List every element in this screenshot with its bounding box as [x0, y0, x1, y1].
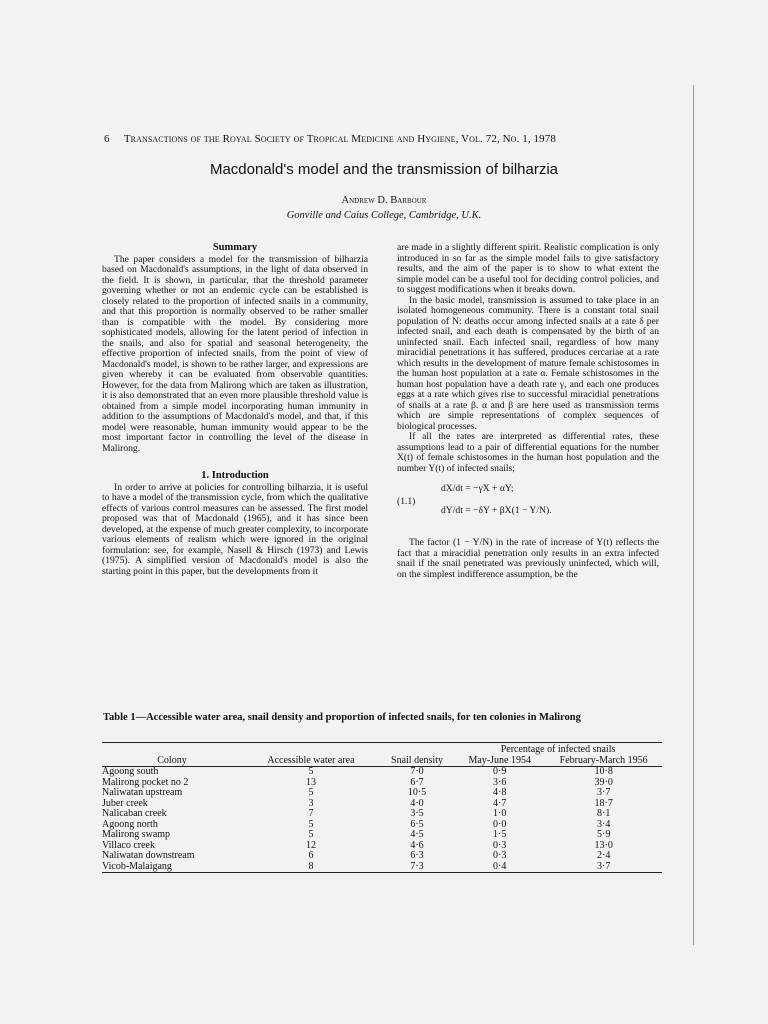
colony-cell: Villaco creek [102, 839, 155, 851]
table-row [102, 851, 662, 862]
colony-cell: Juber creek [102, 797, 148, 809]
value-cell: 3·6 [493, 776, 507, 788]
table-body [102, 767, 662, 873]
data-table [102, 742, 662, 873]
table-row [102, 778, 662, 789]
colony-cell: Malirong pocket no 2 [102, 776, 189, 788]
value-cell: 10·8 [545, 767, 662, 778]
value-cell: 6·5 [410, 818, 424, 830]
equation-1: dX/dt = −γX + αY; [441, 483, 514, 494]
table-row [102, 788, 662, 799]
colony-cell: Naliwatan downstream [102, 850, 195, 861]
right-paragraph-2: In the basic model, transmission is assumed to take place in an isolated homogeneous community. There is a constant total snail population of N: deaths occur among infected snails at a rate δ per infected snail, and each death is compensated by the birth of an uninfected snail. Each infected snail, regardless of how many miracidial penetrations it has suffered, produces cercariae at a rate which results in the development of mature female schistosomes in the human host population at a rate α. Female schistosomes in the human host population have a death rate γ, and each one produces eggs at a rate which gives rise to successful miracidial penetrations of snails at a rate β. α and β are here used as transmission terms which are simple representations of complex sequences of biological processes. [397, 294, 659, 432]
value-cell: 5 [242, 767, 380, 778]
value-cell: 7·0 [380, 767, 454, 778]
value-cell: 13·0 [594, 839, 613, 851]
value-cell: 2·4 [596, 850, 611, 861]
colony-cell: Malirong swamp [102, 829, 171, 840]
value-cell: 1·0 [493, 808, 507, 819]
table-row [102, 799, 662, 810]
value-cell: 39·0 [594, 776, 613, 788]
value-cell: 13 [305, 776, 316, 788]
value-cell: 0·3 [493, 839, 507, 851]
article-title: Macdonald's model and the transmission of bilharzia [209, 161, 559, 178]
table-row [102, 767, 662, 778]
value-cell: 6·7 [410, 776, 424, 788]
summary-heading: Summary [212, 242, 258, 253]
colony-cell: Nalicaban creek [102, 808, 167, 819]
value-cell: 6·3 [410, 850, 424, 861]
table-caption: Table 1—Accessible water area, snail density and proportion of infected snails, for ten colonies in Malirong [103, 712, 581, 723]
value-cell: 4·0 [410, 797, 424, 809]
value-cell: 6 [308, 850, 314, 861]
value-cell: 18·7 [594, 797, 613, 809]
value-cell: 12 [305, 839, 316, 851]
value-cell: 5 [308, 818, 314, 830]
value-cell: 0·3 [493, 850, 507, 861]
value-cell: 7 [308, 808, 314, 819]
running-header [104, 133, 664, 145]
introduction-heading: 1. Introduction [201, 470, 269, 481]
introduction-text: In order to arrive at policies for controlling bilharzia, it is useful to have a model of the transmission cycle, from which the qualitative effects of various control measures can be assessed. The first model proposed was that of Macdonald (1965), and it has since been developed, at the expense of much greater complexity, to incorporate various elements of realism which were ignored in the original formulation: see, for example, Nasell & Hirsch (1973) and Lewis (1975). A simplified version of Macdonald's model is also the starting point in this paper, but the developments from it [102, 481, 368, 577]
equation-block [397, 482, 659, 528]
equation-number: (1.1) [397, 496, 416, 507]
author: Andrew D. Barbour [341, 195, 427, 206]
value-cell: 4·8 [493, 787, 507, 798]
column-header: Snail density [391, 754, 443, 766]
value-cell: 3 [308, 797, 314, 809]
column-header: Accessible water area [267, 754, 355, 766]
value-cell: 0·9 [454, 767, 545, 778]
table-row [102, 809, 662, 820]
right-column [397, 243, 659, 580]
column-header: February-March 1956 [559, 754, 648, 766]
journal-name: Transactions of the Royal Society of Tropical Medicine and Hygiene, Vol. 72, No. 1, 1978 [123, 133, 556, 145]
value-cell: 3·7 [596, 787, 611, 798]
colony-cell: Agoong north [102, 818, 158, 830]
value-cell: 5 [308, 787, 314, 798]
value-cell: 4·6 [410, 839, 424, 851]
value-cell: 0·4 [454, 862, 545, 873]
value-cell: 10·5 [407, 787, 427, 798]
group-header: Percentage of infected snails [454, 743, 662, 756]
affiliation: Gonville and Caius College, Cambridge, U.K. [286, 210, 482, 221]
colony-cell: Naliwatan upstream [102, 787, 183, 798]
column-header: Colony [157, 754, 187, 766]
left-column [102, 243, 368, 577]
page-number: 6 [104, 133, 110, 145]
value-cell: 7·3 [380, 862, 454, 873]
value-cell: 5 [308, 829, 314, 840]
right-paragraph-1: are made in a slightly different spirit. Realistic complication is only introduced in so far as the simple model fails to give satisfactory results, and the aim of the paper is to show to what extent the simple model can be a useful tool for deciding control policies, and to suggest modifications when it breaks down. [397, 242, 659, 295]
table-row [102, 830, 662, 841]
value-cell: 0·0 [493, 818, 507, 830]
value-cell: 8·1 [596, 808, 611, 819]
table-row [102, 862, 662, 873]
value-cell: 3·7 [545, 862, 662, 873]
value-cell: 4·5 [410, 829, 424, 840]
value-cell: 4·7 [493, 797, 507, 809]
value-cell: 5·9 [596, 829, 611, 840]
right-paragraph-4: The factor (1 − Y/N) in the rate of increase of Y(t) reflects the fact that a miracidial penetration only results in an extra infected snail if the snail penetrated was previously uninfected, which will, on the simplest indifference assumption, be the [397, 537, 659, 580]
value-cell: 1·5 [493, 829, 507, 840]
table-row [102, 820, 662, 831]
column-header: May-June 1954 [468, 754, 531, 766]
equation-2: dY/dt = −δY + βX(1 − Y/N). [441, 505, 552, 516]
right-paragraph-3: If all the rates are interpreted as differential rates, these assumptions lead to a pair of differential equations for the number X(t) of female schistosomes in the human host population and the number Y(t) of infected snails; [397, 431, 659, 474]
summary-text: The paper considers a model for the transmission of bilharzia based on Macdonald's assumptions, in the light of data observed in the field. It is shown, in particular, that the threshold parameter governing whether or not an endemic cycle can be established is closely related to the proportion of infected snails in a community, and that this proportion is normally observed to be rather smaller than is compatible with the model. By considering more sophisticated models, allowing for the latent period of infection in the snails, and also for spatial and seasonal heterogeneity, the effective proportion of infected snails, from the point of view of Macdonald's model, is shown to be rather larger, and expressions are given whereby it can be evaluated from observable quantities. However, for the data from Malirong which are taken as illustration, it is also demonstrated that an even more plausible threshold value is obtained from a simple model incorporating human immunity in addition to the assumptions of Macdonald's model, and that, if this model were reasonable, human immunity would appear to be the most important factor in controlling the level of the disease in Malirong. [102, 253, 368, 454]
value-cell: 8 [242, 862, 380, 873]
colony-cell: Agoong south [102, 767, 242, 778]
page-edge-rule [693, 85, 694, 945]
value-cell: 3·5 [410, 808, 424, 819]
value-cell: 3·4 [596, 818, 611, 830]
colony-cell: Vicob-Malaigang [102, 862, 242, 873]
